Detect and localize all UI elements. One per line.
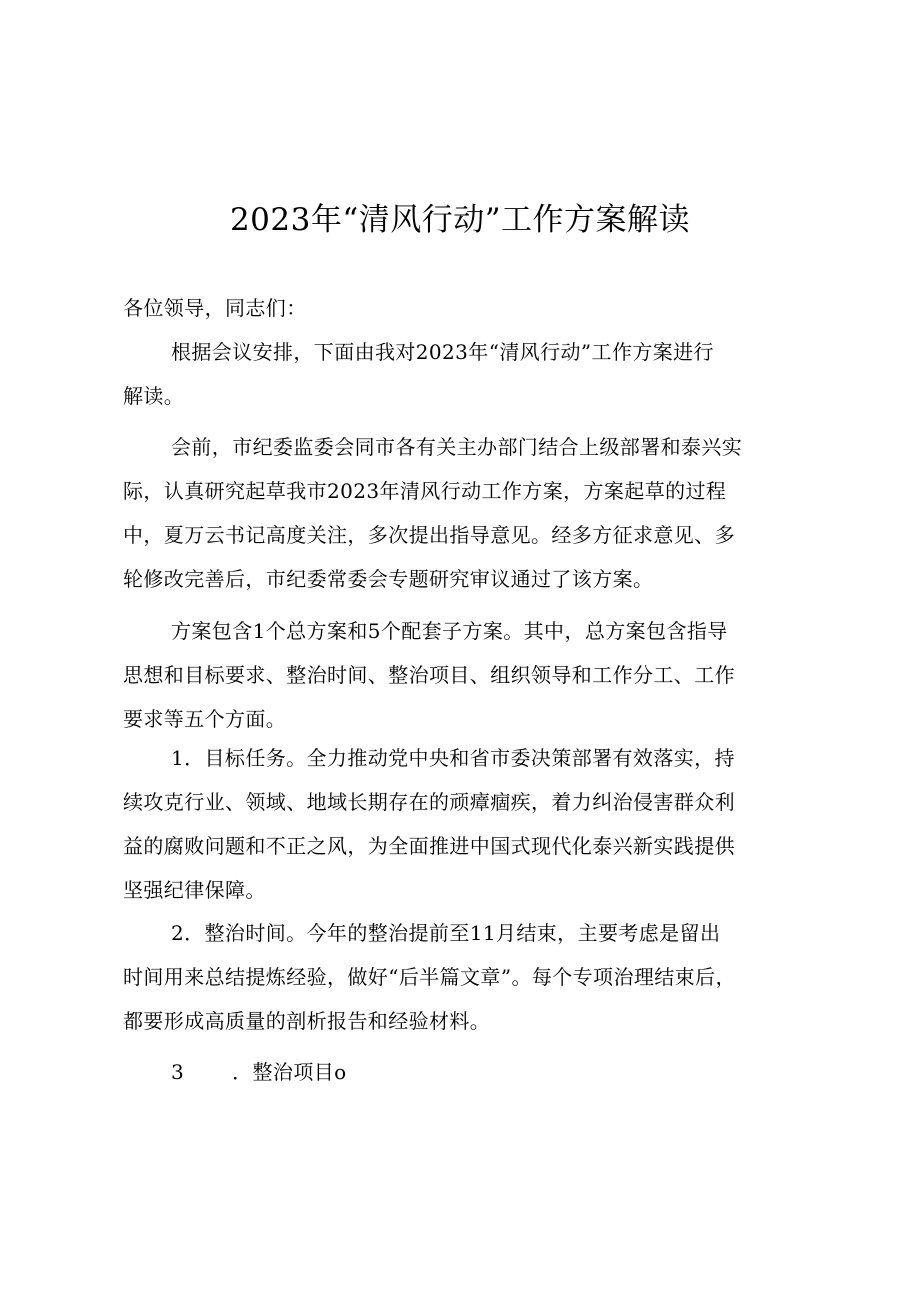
paragraph-line: 际，认真研究起草我市2023年清风行动工作方案，方案起草的过程 <box>123 479 727 503</box>
salutation-line: 各位领导，同志们： <box>123 296 307 320</box>
paragraph-line: 益的腐败问题和不正之风，为全面推进中国式现代化泰兴新实践提供 <box>123 834 735 858</box>
paragraph-line: 续攻克行业、领域、地域长期存在的顽瘴痼疾，着力纠治侵害群众利 <box>123 790 735 814</box>
paragraph-line: 时间用来总结提炼经验，做好“后半篇文章”。每个专项治理结束后， <box>123 965 736 989</box>
paragraph-line: 根据会议安排，下面由我对2023年“清风行动”工作方案进行 <box>171 340 714 364</box>
item-3-line <box>123 1050 809 1094</box>
item-3-text: ．整治项目o <box>232 1060 347 1084</box>
paragraph-meeting-arrangement <box>123 330 809 418</box>
paragraph-line: 要求等五个方面。 <box>123 707 287 731</box>
paragraph-plan-composition <box>123 609 809 741</box>
paragraph-item-1-goals <box>123 736 809 912</box>
document-title: 2023年“清风行动”工作方案解读 <box>229 202 691 238</box>
paragraph-line: 2．整治时间。今年的整治提前至11月结束，主要考虑是留出 <box>171 921 721 945</box>
paragraph-line: 思想和目标要求、整治时间、整治项目、组织领导和工作分工、工作 <box>123 663 735 687</box>
paragraph-drafting-process <box>123 425 809 601</box>
paragraph-item-3-projects <box>123 1050 809 1094</box>
paragraph-line: 解读。 <box>123 384 185 408</box>
paragraph-line: 都要形成高质量的剖析报告和经验材料。 <box>123 1009 491 1033</box>
item-3-number: 3 <box>171 1060 185 1084</box>
paragraph-item-2-timeline <box>123 911 809 1043</box>
paragraph-line: 方案包含1个总方案和5个配套子方案。其中，总方案包含指导 <box>171 619 728 643</box>
paragraph-line: 中，夏万云书记高度关注，多次提出指导意见。经多方征求意见、多 <box>123 523 735 547</box>
paragraph-line: 1．目标任务。全力推动党中央和省市委决策部署有效落实，持 <box>171 746 735 770</box>
paragraph-line: 会前，市纪委监委会同市各有关主办部门结合上级部署和泰兴实 <box>171 435 743 459</box>
paragraph-line: 坚强纪律保障。 <box>123 878 266 902</box>
paragraph-line: 轮修改完善后，市纪委常委会专题研究审议通过了该方案。 <box>123 567 654 591</box>
salutation <box>123 286 809 330</box>
